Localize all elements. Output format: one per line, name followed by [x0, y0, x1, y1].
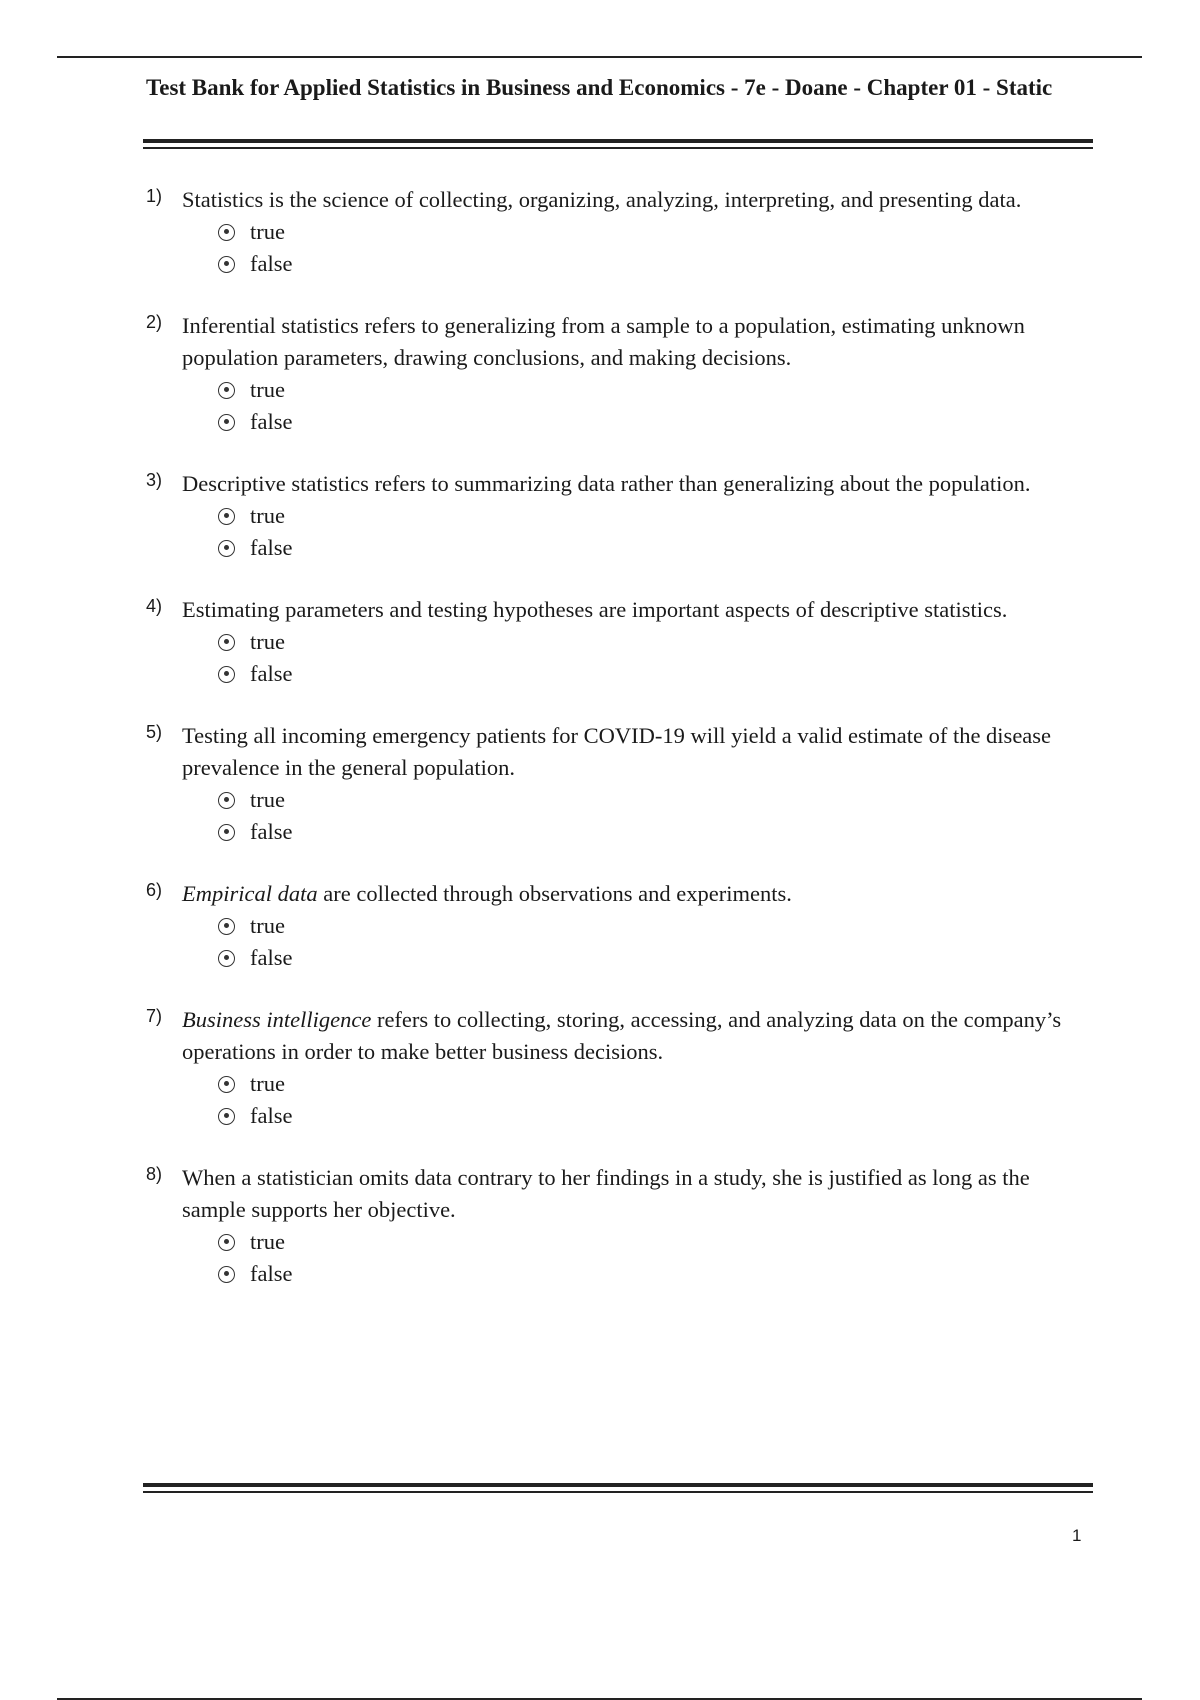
answer-option-label: true	[250, 913, 285, 938]
answer-option-true[interactable]	[218, 500, 1096, 532]
question-text-part: When a statistician omits data contrary to her findings in a study, she is justified as long as the sample supports her objective.	[182, 1165, 1030, 1222]
question-item	[146, 468, 1096, 564]
radio-button-icon[interactable]	[218, 950, 235, 967]
radio-button-icon[interactable]	[218, 1108, 235, 1125]
question-item	[146, 1004, 1096, 1132]
answer-option-label: true	[250, 377, 285, 402]
question-text	[182, 310, 1096, 374]
radio-button-icon[interactable]	[218, 224, 235, 241]
question-term-italic: Business intelligence	[182, 1007, 372, 1032]
answer-option-false[interactable]	[218, 942, 1096, 974]
answer-option-label: false	[250, 1103, 293, 1128]
header-double-rule	[143, 139, 1093, 149]
question-term-italic: Empirical data	[182, 881, 318, 906]
question-number: 1)	[146, 186, 163, 206]
question-item	[146, 184, 1096, 280]
radio-button-icon[interactable]	[218, 634, 235, 651]
answer-option-label: true	[250, 1229, 285, 1254]
question-text-part: Inferential statistics refers to generalizing from a sample to a population, estimating unknown population parameters, drawing conclusions, and making decisions.	[182, 313, 1025, 370]
question-text	[182, 878, 1096, 910]
answer-option-false[interactable]	[218, 532, 1096, 564]
answer-option-label: true	[250, 219, 285, 244]
answer-option-label: true	[250, 1071, 285, 1096]
radio-button-icon[interactable]	[218, 824, 235, 841]
radio-button-icon[interactable]	[218, 1266, 235, 1283]
answer-option-label: false	[250, 535, 293, 560]
answer-option-false[interactable]	[218, 658, 1096, 690]
answer-option-label: true	[250, 503, 285, 528]
answer-option-true[interactable]	[218, 784, 1096, 816]
question-number: 6)	[146, 880, 163, 900]
document-title: Test Bank for Applied Statistics in Business and Economics - 7e - Doane - Chapter 01 - Static	[146, 75, 1053, 100]
radio-button-icon[interactable]	[218, 540, 235, 557]
answer-option-false[interactable]	[218, 1100, 1096, 1132]
answer-option-label: false	[250, 819, 293, 844]
radio-button-icon[interactable]	[218, 666, 235, 683]
answer-option-false[interactable]	[218, 1258, 1096, 1290]
question-text-part: Testing all incoming emergency patients for COVID-19 will yield a valid estimate of the disease prevalence in the general population.	[182, 723, 1052, 780]
radio-button-icon[interactable]	[218, 1076, 235, 1093]
question-text-part: refers to collecting, storing, accessing, and analyzing data on the company’s operations in order to make better business decisions.	[182, 1007, 1062, 1064]
question-item	[146, 594, 1096, 690]
answer-option-label: true	[250, 787, 285, 812]
radio-button-icon[interactable]	[218, 414, 235, 431]
question-text	[182, 594, 1096, 626]
answer-option-label: false	[250, 1261, 293, 1286]
answer-option-label: false	[250, 251, 293, 276]
radio-button-icon[interactable]	[218, 918, 235, 935]
question-text	[182, 1162, 1096, 1226]
answer-option-label: true	[250, 629, 285, 654]
question-number: 4)	[146, 596, 163, 616]
question-number: 7)	[146, 1006, 163, 1026]
answer-option-true[interactable]	[218, 374, 1096, 406]
answer-option-false[interactable]	[218, 406, 1096, 438]
answer-option-label: false	[250, 661, 293, 686]
radio-button-icon[interactable]	[218, 256, 235, 273]
page-top-rule	[57, 56, 1142, 58]
radio-button-icon[interactable]	[218, 508, 235, 525]
answer-option-true[interactable]	[218, 1226, 1096, 1258]
question-number: 8)	[146, 1164, 163, 1184]
question-number: 5)	[146, 722, 163, 742]
question-text	[182, 184, 1096, 216]
question-text	[182, 468, 1096, 500]
question-number: 2)	[146, 312, 163, 332]
question-item	[146, 1162, 1096, 1290]
answer-option-true[interactable]	[218, 216, 1096, 248]
question-text	[182, 1004, 1096, 1068]
question-item	[146, 720, 1096, 848]
question-list	[146, 184, 1096, 1320]
question-text-part: Descriptive statistics refers to summarizing data rather than generalizing about the population.	[182, 471, 1031, 496]
radio-button-icon[interactable]	[218, 792, 235, 809]
question-text-part: Statistics is the science of collecting, organizing, analyzing, interpreting, and presenting data.	[182, 187, 1022, 212]
answer-option-false[interactable]	[218, 248, 1096, 280]
radio-button-icon[interactable]	[218, 1234, 235, 1251]
answer-option-true[interactable]	[218, 626, 1096, 658]
answer-option-label: false	[250, 409, 293, 434]
footer-double-rule	[143, 1483, 1093, 1493]
question-item	[146, 310, 1096, 438]
answer-option-label: false	[250, 945, 293, 970]
question-number: 3)	[146, 470, 163, 490]
question-item	[146, 878, 1096, 974]
page-number: 1	[1072, 1526, 1082, 1545]
radio-button-icon[interactable]	[218, 382, 235, 399]
question-text-part: Estimating parameters and testing hypotheses are important aspects of descriptive statistics.	[182, 597, 1008, 622]
answer-option-false[interactable]	[218, 816, 1096, 848]
question-text-part: are collected through observations and experiments.	[317, 881, 792, 906]
answer-option-true[interactable]	[218, 1068, 1096, 1100]
answer-option-true[interactable]	[218, 910, 1096, 942]
question-text	[182, 720, 1096, 784]
